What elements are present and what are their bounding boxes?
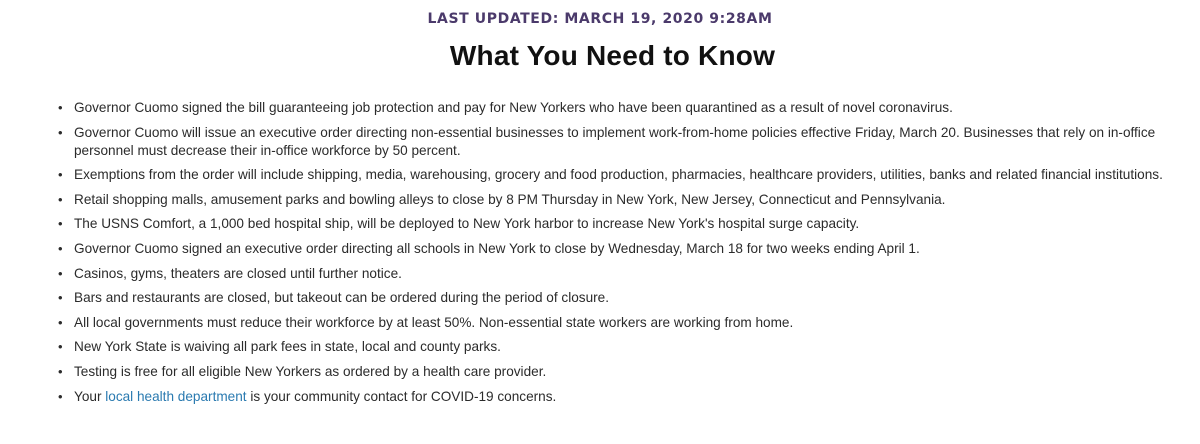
bullet-icon: • xyxy=(58,191,63,207)
list-item-text: Retail shopping malls, amusement parks and bowling alleys to close by 8 PM Thursday in New York, New Jersey, Connecticut and Pennsylvania. xyxy=(74,191,946,207)
list-item xyxy=(58,166,1170,184)
last-updated-label: LAST UPDATED: MARCH 19, 2020 9:28AM xyxy=(427,11,773,27)
list-item-text: Governor Cuomo signed an executive order directing all schools in New York to close by Wednesday, March 18 for two weeks ending April 1. xyxy=(74,240,920,256)
list-item xyxy=(58,215,1170,233)
list-item-text: Governor Cuomo signed the bill guaranteeing job protection and pay for New Yorkers who have been quarantined as a result of novel coronavirus. xyxy=(74,100,953,115)
list-item xyxy=(58,265,1170,283)
list-item-text: Testing is free for all eligible New Yorkers as ordered by a health care provider. xyxy=(74,363,547,379)
bullet-icon: • xyxy=(58,363,63,379)
list-item-text: All local governments must reduce their workforce by at least 50%. Non-essential state workers are working from home. xyxy=(74,314,794,330)
list-item xyxy=(58,363,1170,381)
local-health-department-link[interactable]: local health department xyxy=(105,388,247,404)
bullet-icon: • xyxy=(58,290,63,306)
bullet-icon: • xyxy=(58,124,63,140)
page-title: What You Need to Know xyxy=(449,40,776,71)
bullet-icon: • xyxy=(58,265,63,281)
bullet-icon: • xyxy=(58,100,63,115)
list-item-prefix: Your xyxy=(74,388,106,404)
bullet-icon: • xyxy=(58,314,63,330)
list-item-text: The USNS Comfort, a 1,000 bed hospital ship, will be deployed to New York harbor to increase New York's hospital surge capacity. xyxy=(74,216,860,232)
bullet-icon: • xyxy=(58,339,63,355)
list-item xyxy=(58,314,1170,332)
list-item xyxy=(58,191,1170,209)
bullet-icon: • xyxy=(58,167,63,183)
list-item-text: Governor Cuomo will issue an executive order directing non-essential businesses to implement work-from-home policies effective Friday, March 20. Businesses that rely on in-office personnel must decrease their in-office workforce by 50 percent. xyxy=(74,124,1156,158)
list-item xyxy=(58,124,1170,160)
list-item xyxy=(58,289,1170,307)
list-item-text: Bars and restaurants are closed, but takeout can be ordered during the period of closure. xyxy=(74,290,610,306)
bullet-icon: • xyxy=(58,216,63,232)
list-item-text: Exemptions from the order will include shipping, media, warehousing, grocery and food production, pharmacies, healthcare providers, utilities, banks and related financial institutions. xyxy=(74,167,1163,183)
list-item-suffix: is your community contact for COVID-19 concerns. xyxy=(246,388,557,404)
list-item-health-department xyxy=(58,388,1170,406)
list-item-text: Casinos, gyms, theaters are closed until further notice. xyxy=(74,265,402,281)
bullet-icon: • xyxy=(58,240,63,256)
list-item xyxy=(58,240,1170,258)
key-points-list xyxy=(58,99,1170,412)
list-item xyxy=(58,99,1170,117)
list-item xyxy=(58,338,1170,356)
bullet-icon: • xyxy=(58,388,63,404)
list-item-text: New York State is waiving all park fees in state, local and county parks. xyxy=(74,339,501,355)
